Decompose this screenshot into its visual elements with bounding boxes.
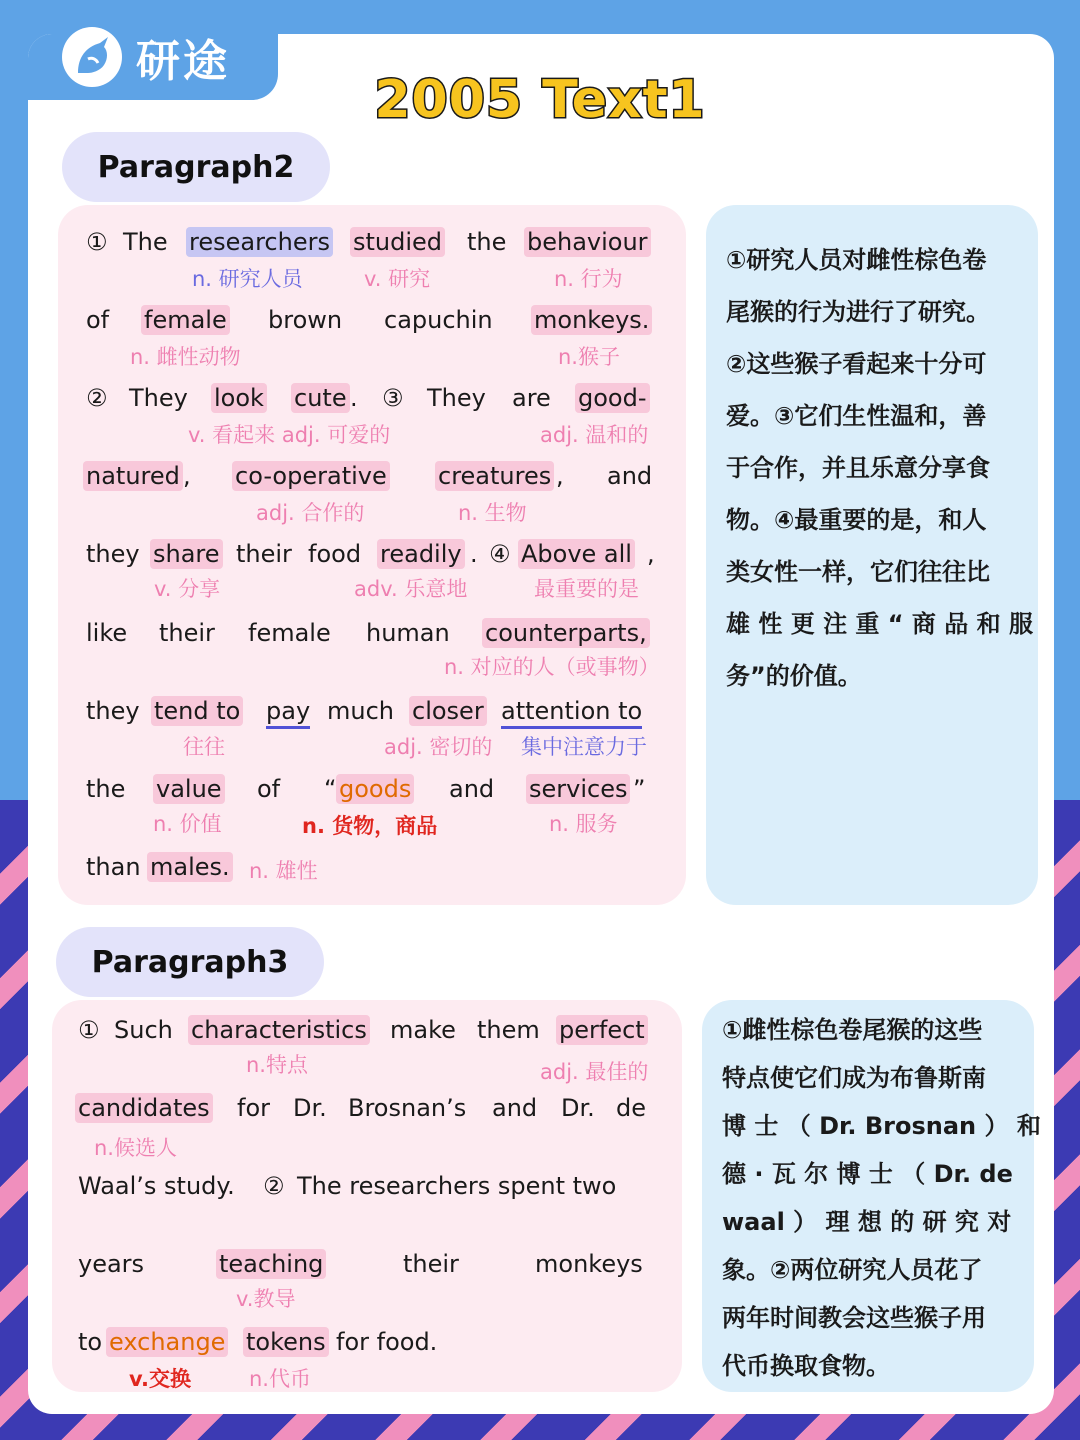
circled-number: ① — [86, 228, 108, 256]
vocab-word: behaviour — [524, 227, 651, 257]
word: monkeys — [535, 1250, 643, 1278]
translation-line: 于合作，并且乐意分享食 — [726, 454, 990, 482]
word: them — [477, 1016, 540, 1044]
gloss: adj. 温和的 — [540, 423, 649, 447]
gloss: n. 价值 — [153, 812, 222, 836]
gloss: n. 对应的人（或事物） — [444, 655, 660, 679]
vocab-word: researchers — [186, 227, 333, 257]
word: human — [366, 619, 450, 647]
vocab-word: tokens — [243, 1327, 329, 1357]
word: Waal’s study. — [78, 1172, 235, 1200]
translation-line: ②这些猴子看起来十分可 — [726, 350, 987, 378]
vocab-word: creatures — [435, 461, 554, 491]
vocab-word: counterparts, — [482, 618, 650, 648]
word: Dr. — [561, 1094, 595, 1122]
translation-line: 两年时间教会这些猴子用 — [722, 1304, 986, 1332]
translation-line: 爱。③它们生性温和，善 — [726, 402, 987, 430]
word: make — [390, 1016, 456, 1044]
word: . — [350, 384, 358, 412]
circled-number: ① — [78, 1016, 100, 1044]
vocab-word: tend to — [151, 696, 243, 726]
word: The researchers spent two — [297, 1172, 617, 1200]
word: they — [86, 697, 140, 725]
word: and — [449, 775, 495, 803]
paragraph3-translation — [722, 1006, 1041, 1390]
gloss: n. 服务 — [549, 812, 618, 836]
word: . — [470, 540, 478, 568]
translation-line: waal ） 理 想 的 研 究 对 — [722, 1208, 1012, 1236]
gloss: n. 行为 — [554, 267, 623, 291]
translation-line: 象。②两位研究人员花了 — [722, 1256, 983, 1284]
translation-line: 德 · 瓦 尔 博 士 （ Dr. de — [722, 1160, 1013, 1188]
word: capuchin — [384, 306, 493, 334]
vocab-word: natured — [83, 461, 183, 491]
translation-line: 尾猴的行为进行了研究。 — [726, 298, 990, 326]
translation-line: 务”的价值。 — [726, 662, 862, 690]
gloss: adj. 合作的 — [256, 501, 365, 525]
word: their — [403, 1250, 459, 1278]
word: for food. — [336, 1328, 438, 1356]
vocab-word: look — [211, 383, 267, 413]
word: much — [327, 697, 394, 725]
word: for — [237, 1094, 270, 1122]
translation-line: 代币换取食物。 — [722, 1352, 890, 1380]
word: and — [492, 1094, 538, 1122]
gloss: n.代币 — [249, 1367, 311, 1391]
translation-line: 物。④最重要的是，和人 — [726, 506, 987, 534]
word: are — [512, 384, 551, 412]
word: the — [86, 775, 126, 803]
gloss: 往往 — [183, 735, 225, 759]
circled-number: ④ — [489, 540, 511, 568]
vocab-word: value — [153, 774, 225, 804]
vocab-word: co-operative — [232, 461, 390, 491]
word: Dr. — [293, 1094, 327, 1122]
word: brown — [268, 306, 343, 334]
circled-number: ② — [86, 384, 108, 412]
word: the — [467, 228, 507, 256]
gloss: 最重要的是 — [534, 577, 639, 601]
word: to — [78, 1328, 103, 1356]
vocab-word: good- — [575, 383, 650, 413]
gloss: v. 看起来 adj. 可爱的 — [188, 423, 391, 447]
gloss: n. 研究人员 — [192, 267, 303, 291]
gloss: adj. 最佳的 — [540, 1060, 649, 1084]
word: their — [159, 619, 215, 647]
word: The — [123, 228, 168, 256]
paragraph2-translation — [726, 234, 1033, 702]
brand-name: 研途 — [136, 36, 230, 87]
translation-line: 博 士 （ Dr. Brosnan ） 和 — [722, 1112, 1041, 1140]
gloss: n.特点 — [246, 1053, 308, 1077]
vocab-word: goods — [336, 774, 414, 804]
vocab-word: teaching — [216, 1249, 326, 1279]
gloss: v.教导 — [236, 1287, 296, 1311]
word: than — [86, 853, 141, 881]
gloss: v. 研究 — [364, 267, 431, 291]
word: their — [236, 540, 292, 568]
vocab-word: services — [526, 774, 630, 804]
gloss: n. 货物，商品 — [302, 814, 438, 838]
quote-mark: ” — [633, 775, 646, 803]
word: Such — [114, 1016, 173, 1044]
vocab-word: cute — [291, 383, 350, 413]
gloss: n.候选人 — [94, 1136, 177, 1160]
paragraph3-heading: Paragraph3 — [56, 927, 324, 997]
word: years — [78, 1250, 145, 1278]
word: , — [556, 462, 564, 490]
translation-line: ①雌性棕色卷尾猴的这些 — [722, 1016, 983, 1044]
gloss: adj. 密切的 — [384, 735, 493, 759]
word: , — [183, 462, 191, 490]
vocab-word: female — [141, 305, 230, 335]
vocab-word: perfect — [556, 1015, 648, 1045]
quote-mark: “ — [324, 775, 337, 803]
translation-line: 类女性一样，它们往往比 — [726, 558, 990, 586]
word: of — [257, 775, 281, 803]
circled-number: ③ — [382, 384, 404, 412]
page-title: 2005 Text1 — [374, 70, 706, 130]
vocab-word: characteristics — [188, 1015, 370, 1045]
translation-line: 雄 性 更 注 重 “ 商 品 和 服 — [726, 610, 1033, 638]
word: Brosnan’s — [348, 1094, 467, 1122]
word: They — [427, 384, 486, 412]
vocab-word: share — [150, 539, 223, 569]
vocab-word: exchange — [106, 1327, 228, 1357]
word: food — [308, 540, 362, 568]
word: and — [607, 462, 653, 490]
vocab-word: studied — [350, 227, 445, 257]
gloss: n. 生物 — [458, 501, 527, 525]
underlined-word: attention to — [501, 696, 642, 729]
word: They — [129, 384, 188, 412]
vocab-word: monkeys. — [531, 305, 652, 335]
gloss: n. 雌性动物 — [130, 345, 241, 369]
circled-number: ② — [263, 1172, 285, 1200]
gloss: v.交换 — [129, 1367, 191, 1391]
gloss: v. 分享 — [154, 577, 221, 601]
gloss: adv. 乐意地 — [354, 577, 468, 601]
vocab-word: readily — [377, 539, 465, 569]
vocab-word: males. — [147, 852, 233, 882]
translation-line: ①研究人员对雌性棕色卷 — [726, 246, 987, 274]
translation-line: 特点使它们成为布鲁斯南 — [722, 1064, 986, 1092]
gloss: 集中注意力于 — [521, 735, 647, 759]
word: they — [86, 540, 140, 568]
vocab-word: closer — [409, 696, 487, 726]
vocab-word: candidates — [75, 1093, 213, 1123]
underlined-word: pay — [266, 696, 310, 729]
gloss: n.猴子 — [558, 345, 620, 369]
word: of — [86, 306, 110, 334]
word: de — [616, 1094, 646, 1122]
gloss: n. 雄性 — [249, 859, 318, 883]
word: , — [647, 540, 655, 568]
word: like — [86, 619, 128, 647]
word: female — [248, 619, 331, 647]
vocab-word: Above all — [518, 539, 635, 569]
paragraph2-heading: Paragraph2 — [62, 132, 330, 202]
